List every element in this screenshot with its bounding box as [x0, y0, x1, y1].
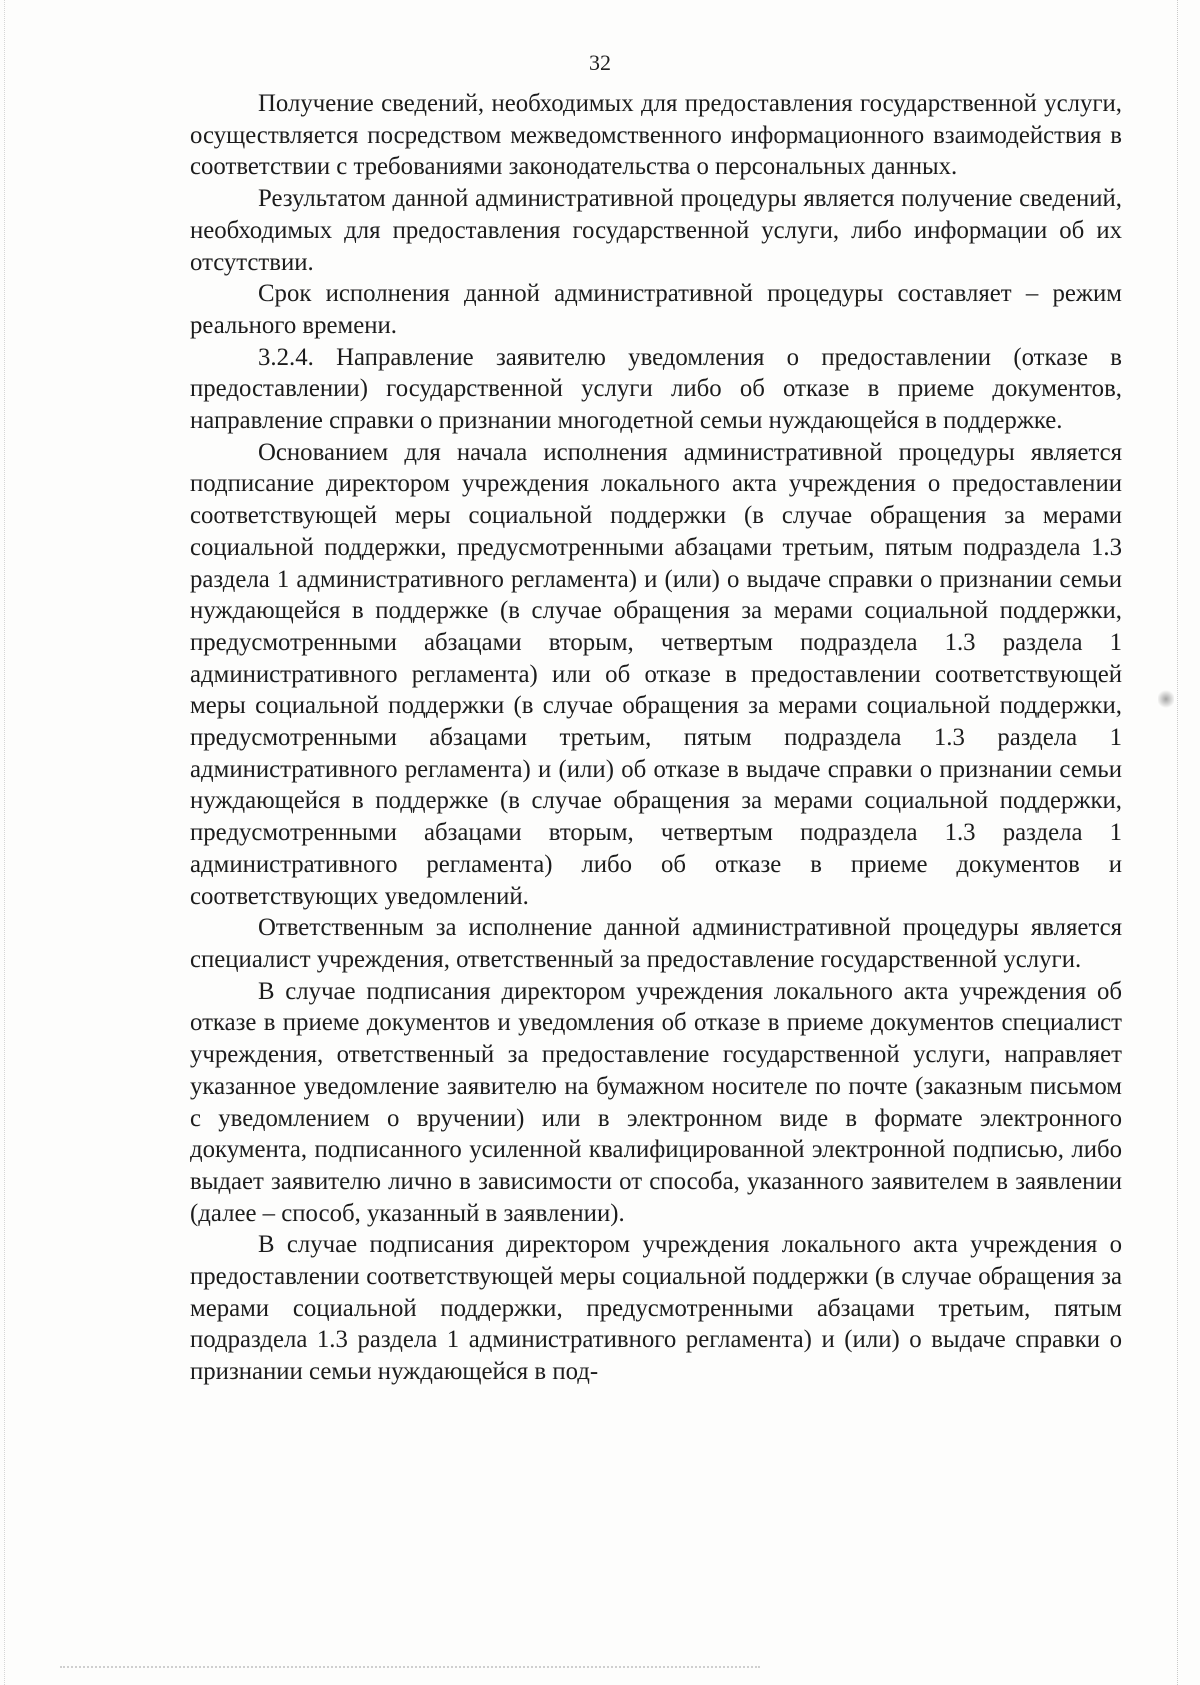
page-number: 32 — [589, 50, 611, 75]
scan-edge-left — [4, 0, 6, 1685]
paragraph-responsible-person: Ответственным за исполнение данной административной процедуры является специалист учреждения, ответственный за предоставление государственной услуги. — [190, 914, 1122, 973]
scan-bottom-artifact — [60, 1666, 760, 1670]
paragraph-procedure-basis: Основанием для начала исполнения административной процедуры является подписание директором учреждения локального акта учреждения о предоставлении соответствующей меры социальной поддержки (в случае обращения за мерами социальной поддержки, предусмотренными абзацами третьим, пятым подраздела 1.3 раздела 1 административного регламента) и (или) о выдаче справки о признании семьи нуждающейся в поддержке (в случае обращения за мерами социальной поддержки, предусмотренными абзацами вторым, четвертым подраздела 1.3 раздела 1 административного регламента) или об отказе в предоставлении соответствующей меры социальной поддержки (в случае обращения за мерами социальной поддержки, предусмотренными абзацами третьим, пятым подраздела 1.3 раздела 1 административного регламента) и (или) об отказе в выдаче справки о признании семьи нуждающейся в поддержке (в случае обращения за мерами социальной поддержки, предусмотренными абзацами вторым, четвертым подраздела 1.3 раздела 1 административного регламента) либо об отказе в приеме документов и соответствующих уведомлений. — [190, 438, 1122, 910]
paragraph-execution-term: Срок исполнения данной административной процедуры составляет – режим реального времени. — [190, 280, 1122, 339]
scan-smudge — [1158, 690, 1174, 708]
scan-edge-right — [1176, 0, 1178, 1685]
document-body — [190, 88, 1122, 1388]
paragraph-interagency-info: Получение сведений, необходимых для предоставления государственной услуги, осуществляется посредством межведомственного информационного взаимодействия в соответствии с требованиями законодательства о персональных данных. — [190, 90, 1122, 181]
paragraph-grant-notification: В случае подписания директором учреждения локального акта учреждения о предоставлении соответствующей меры социальной поддержки (в случае обращения за мерами социальной поддержки, предусмотренными абзацами третьим, пятым подраздела 1.3 раздела 1 административного регламента) и (или) о выдаче справки о признании семьи нуждающейся в под- — [190, 1231, 1122, 1386]
paragraph-procedure-result: Результатом данной административной процедуры является получение сведений, необходимых для предоставления государственной услуги, либо информации об их отсутствии. — [190, 185, 1122, 276]
paragraph-refusal-notification: В случае подписания директором учреждения локального акта учреждения об отказе в приеме документов и уведомления об отказе в приеме документов специалист учреждения, ответственный за предоставление государственной услуги, направляет указанное уведомление заявителю на бумажном носителе по почте (заказным письмом с уведомлением о вручении) или в электронном виде в формате электронного документа, подписанного усиленной квалифицированной электронной подписью, либо выдает заявителю лично в зависимости от способа, указанного заявителем в заявлении (далее – способ, указанный в заявлении). — [190, 977, 1122, 1227]
paragraph-section-3-2-4: 3.2.4. Направление заявителю уведомления о предоставлении (отказе в предоставлении) государственной услуги либо об отказе в приеме документов, направление справки о признании многодетной семьи нуждающейся в поддержке. — [190, 343, 1122, 435]
